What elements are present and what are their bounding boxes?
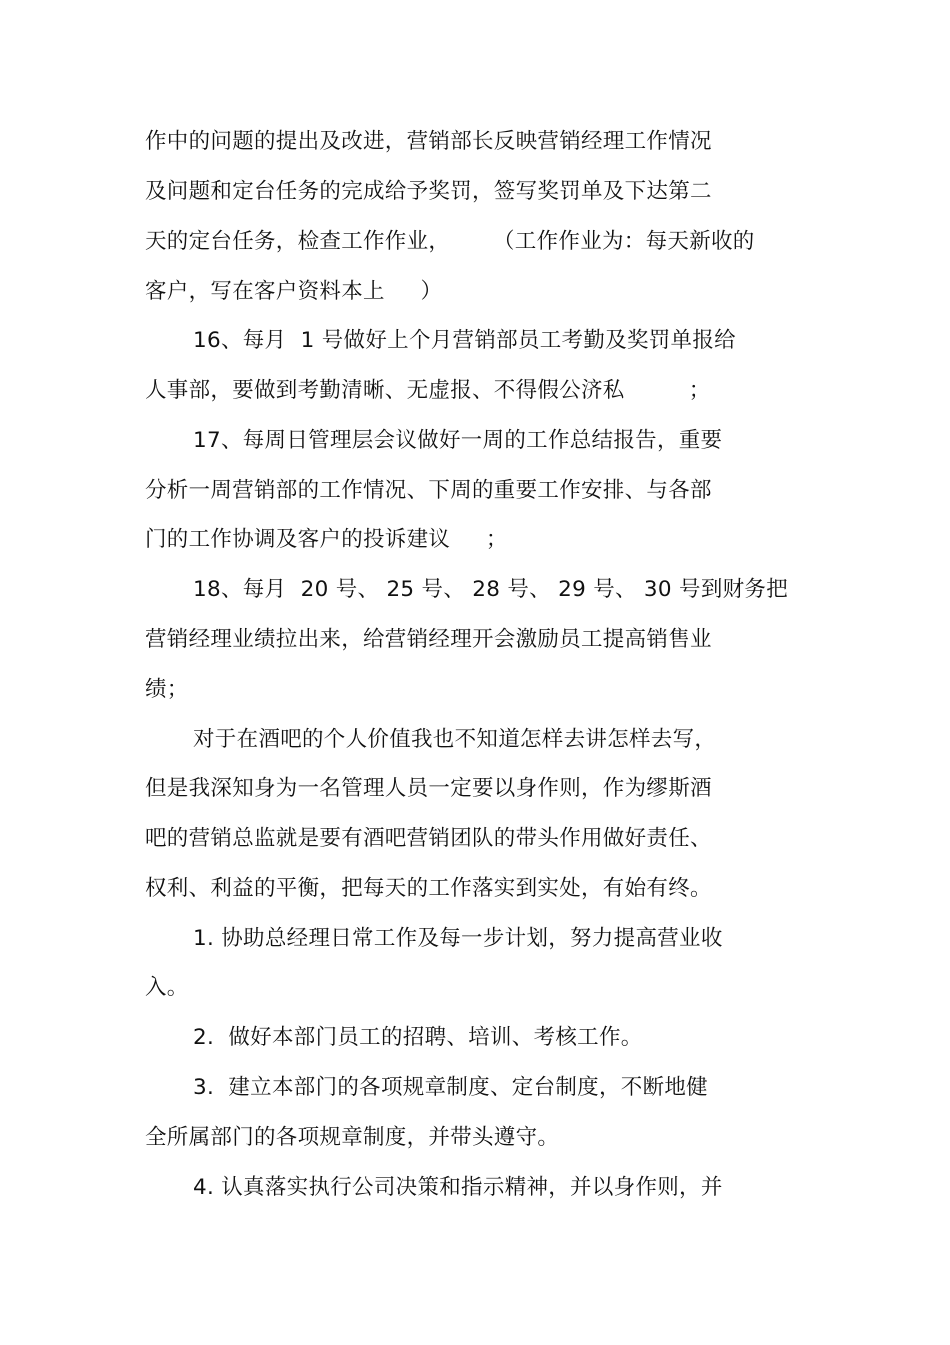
- text-line: 作中的问题的提出及改进，营销部长反映营销经理工作情况: [145, 129, 712, 154]
- text-line: 客户，写在客户资料本上 ）: [145, 279, 443, 304]
- text-line: 18、每月 20 号、 25 号、 28 号、 29 号、 30 号到财务把: [193, 577, 789, 602]
- text-line: 4. 认真落实执行公司决策和指示精神，并以身作则，并: [193, 1175, 723, 1200]
- text-line: 入。: [145, 975, 189, 1000]
- text-line: 对于在酒吧的个人价值我也不知道怎样去讲怎样去写，: [193, 727, 717, 752]
- text-line: 营销经理业绩拉出来，给营销经理开会激励员工提高销售业: [145, 627, 712, 652]
- text-line: 1. 协助总经理日常工作及每一步计划，努力提高营业收: [193, 926, 723, 951]
- text-line: 16、每月 1 号做好上个月营销部员工考勤及奖罚单报给: [193, 328, 736, 353]
- text-line: 绩；: [145, 677, 189, 702]
- text-line: 吧的营销总监就是要有酒吧营销团队的带头作用做好责任、: [145, 826, 712, 851]
- text-line: 及问题和定台任务的完成给予奖罚，签写奖罚单及下达第二: [145, 179, 712, 204]
- text-line: 人事部，要做到考勤清晰、无虚报、不得假公济私 ；: [145, 378, 711, 403]
- text-line: 权利、利益的平衡，把每天的工作落实到实处，有始有终。: [145, 876, 712, 901]
- text-line: 天的定台任务，检查工作作业， （工作作业为：每天新收的: [145, 229, 755, 254]
- text-line: 全所属部门的各项规章制度，并带头遵守。: [145, 1125, 560, 1150]
- text-line: 17、每周日管理层会议做好一周的工作总结报告，重要: [193, 428, 723, 453]
- text-line: 2. 做好本部门员工的招聘、培训、考核工作。: [193, 1025, 643, 1050]
- text-line: 分析一周营销部的工作情况、下周的重要工作安排、与各部: [145, 478, 712, 503]
- text-line: 门的工作协调及客户的投诉建议 ；: [145, 527, 508, 552]
- text-line: 3. 建立本部门的各项规章制度、定台制度，不断地健: [193, 1075, 708, 1100]
- text-line: 但是我深知身为一名管理人员一定要以身作则，作为缪斯酒: [145, 776, 712, 801]
